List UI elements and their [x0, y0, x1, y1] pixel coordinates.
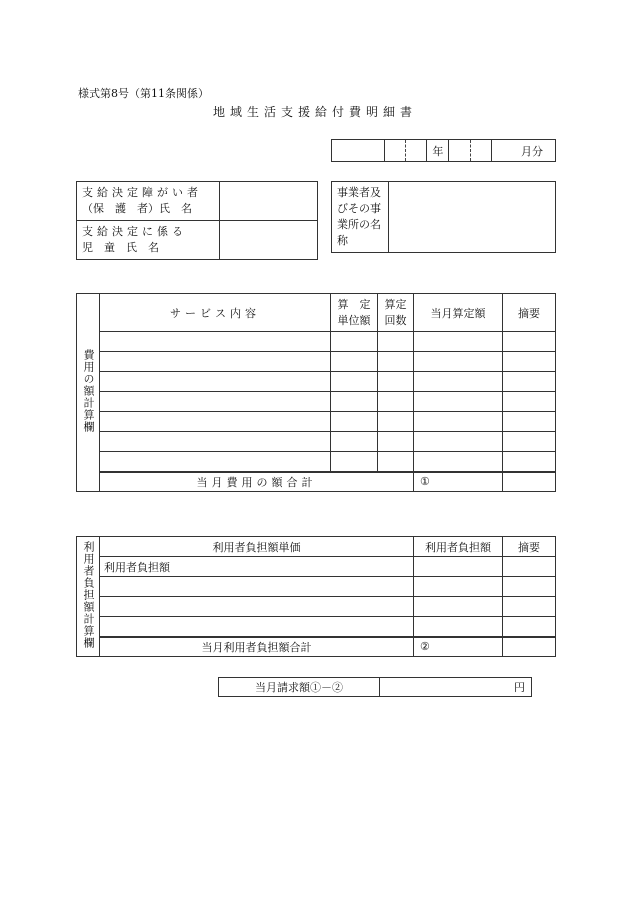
circled-two-mark: ② [420, 640, 430, 654]
note-cell[interactable] [503, 452, 556, 472]
burden-note-cell[interactable] [503, 617, 556, 637]
burden-amount-cell[interactable] [414, 557, 503, 577]
claim-table [218, 677, 532, 697]
burden-row [77, 617, 556, 637]
month-digit-2[interactable] [470, 140, 491, 162]
burden-total-row [77, 637, 556, 657]
unit-cell[interactable] [331, 412, 378, 432]
year-digit-1[interactable] [385, 140, 406, 162]
service-cell[interactable] [100, 452, 331, 472]
month-digit-1[interactable] [449, 140, 470, 162]
unit-header: 算 定 単位額 [331, 294, 378, 332]
unit-cell[interactable] [331, 432, 378, 452]
cost-total-amount[interactable] [414, 472, 503, 492]
circled-one-mark: ① [420, 475, 430, 489]
amount-cell[interactable] [414, 452, 503, 472]
provider-table [331, 181, 556, 253]
burden-unit-price-header: 利用者負担額単価 [100, 537, 414, 557]
child-name-label: 支給決定に係る 児 童 氏 名 [77, 221, 220, 260]
amount-cell[interactable] [414, 392, 503, 412]
count-cell[interactable] [378, 352, 414, 372]
period-table [331, 139, 556, 162]
burden-price-cell[interactable] [100, 597, 414, 617]
unit-cell[interactable] [331, 392, 378, 412]
burden-note-cell[interactable] [503, 597, 556, 617]
cost-total-note[interactable] [503, 472, 556, 492]
unit-cell[interactable] [331, 372, 378, 392]
cost-side-label: 費用の額計算欄 [82, 349, 95, 433]
note-cell[interactable] [503, 372, 556, 392]
year-digit-2[interactable] [406, 140, 427, 162]
cost-side-cell [77, 294, 100, 492]
service-cell[interactable] [100, 372, 331, 392]
note-cell[interactable] [503, 412, 556, 432]
service-cell[interactable] [100, 352, 331, 372]
unit-cell[interactable] [331, 452, 378, 472]
count-cell[interactable] [378, 432, 414, 452]
claim-amount-field[interactable] [380, 678, 532, 697]
count-header: 算定 回数 [378, 294, 414, 332]
burden-amount-header: 利用者負担額 [414, 537, 503, 557]
form-number-label: 様式第8号（第11条関係） [78, 87, 209, 100]
burden-row [77, 557, 556, 577]
claim-label: 当月請求額①－② [219, 678, 380, 697]
burden-total-label: 当月利用者負担額合計 [100, 637, 414, 657]
cost-row [77, 332, 556, 352]
amount-cell[interactable] [414, 352, 503, 372]
cost-row [77, 452, 556, 472]
note-cell[interactable] [503, 332, 556, 352]
service-cell[interactable] [100, 332, 331, 352]
burden-amount-cell[interactable] [414, 597, 503, 617]
service-cell[interactable] [100, 392, 331, 412]
amount-cell[interactable] [414, 332, 503, 352]
recipient-table [76, 181, 318, 260]
cost-row [77, 412, 556, 432]
burden-price-cell[interactable] [100, 577, 414, 597]
note-cell[interactable] [503, 432, 556, 452]
amount-cell[interactable] [414, 412, 503, 432]
document-title: 地域生活支援給付費明細書 [212, 105, 417, 119]
cost-row [77, 352, 556, 372]
provider-field[interactable] [389, 182, 556, 253]
note-cell[interactable] [503, 352, 556, 372]
burden-side-label: 利用者負担額計算欄 [82, 541, 95, 649]
count-cell[interactable] [378, 452, 414, 472]
count-cell[interactable] [378, 332, 414, 352]
amount-cell[interactable] [414, 372, 503, 392]
cost-row [77, 372, 556, 392]
recipient-name-label: 支給決定障がい者 （保 護 者）氏 名 [77, 182, 220, 221]
era-cell[interactable] [332, 140, 385, 162]
burden-total-note[interactable] [503, 637, 556, 657]
unit-cell[interactable] [331, 352, 378, 372]
service-header: サービス内容 [100, 294, 331, 332]
amount-header: 当月算定額 [414, 294, 503, 332]
count-cell[interactable] [378, 372, 414, 392]
amount-cell[interactable] [414, 432, 503, 452]
month-label: 月分 [491, 140, 555, 162]
count-cell[interactable] [378, 412, 414, 432]
child-name-field[interactable] [220, 221, 318, 260]
burden-total-amount[interactable] [414, 637, 503, 657]
note-header: 摘要 [503, 294, 556, 332]
burden-table [76, 536, 556, 657]
year-label: 年 [427, 140, 449, 162]
burden-note-cell[interactable] [503, 557, 556, 577]
cost-total-label: 当月費用の額合計 [100, 472, 414, 492]
burden-note-header: 摘要 [503, 537, 556, 557]
cost-row [77, 392, 556, 412]
recipient-name-field[interactable] [220, 182, 318, 221]
note-cell[interactable] [503, 392, 556, 412]
burden-row [77, 597, 556, 617]
burden-row [77, 577, 556, 597]
burden-price-cell[interactable] [100, 617, 414, 637]
burden-side-cell [77, 537, 100, 657]
service-cell[interactable] [100, 412, 331, 432]
count-cell[interactable] [378, 392, 414, 412]
cost-row [77, 432, 556, 452]
cost-total-row [77, 472, 556, 492]
provider-label: 事業者及びその事業所の名称 [332, 182, 389, 253]
burden-amount-cell[interactable] [414, 617, 503, 637]
service-cell[interactable] [100, 432, 331, 452]
unit-cell[interactable] [331, 332, 378, 352]
cost-table [76, 293, 556, 492]
burden-amount-cell[interactable] [414, 577, 503, 597]
burden-first-row-label: 利用者負担額 [100, 557, 414, 577]
burden-note-cell[interactable] [503, 577, 556, 597]
yen-unit: 円 [514, 681, 525, 694]
